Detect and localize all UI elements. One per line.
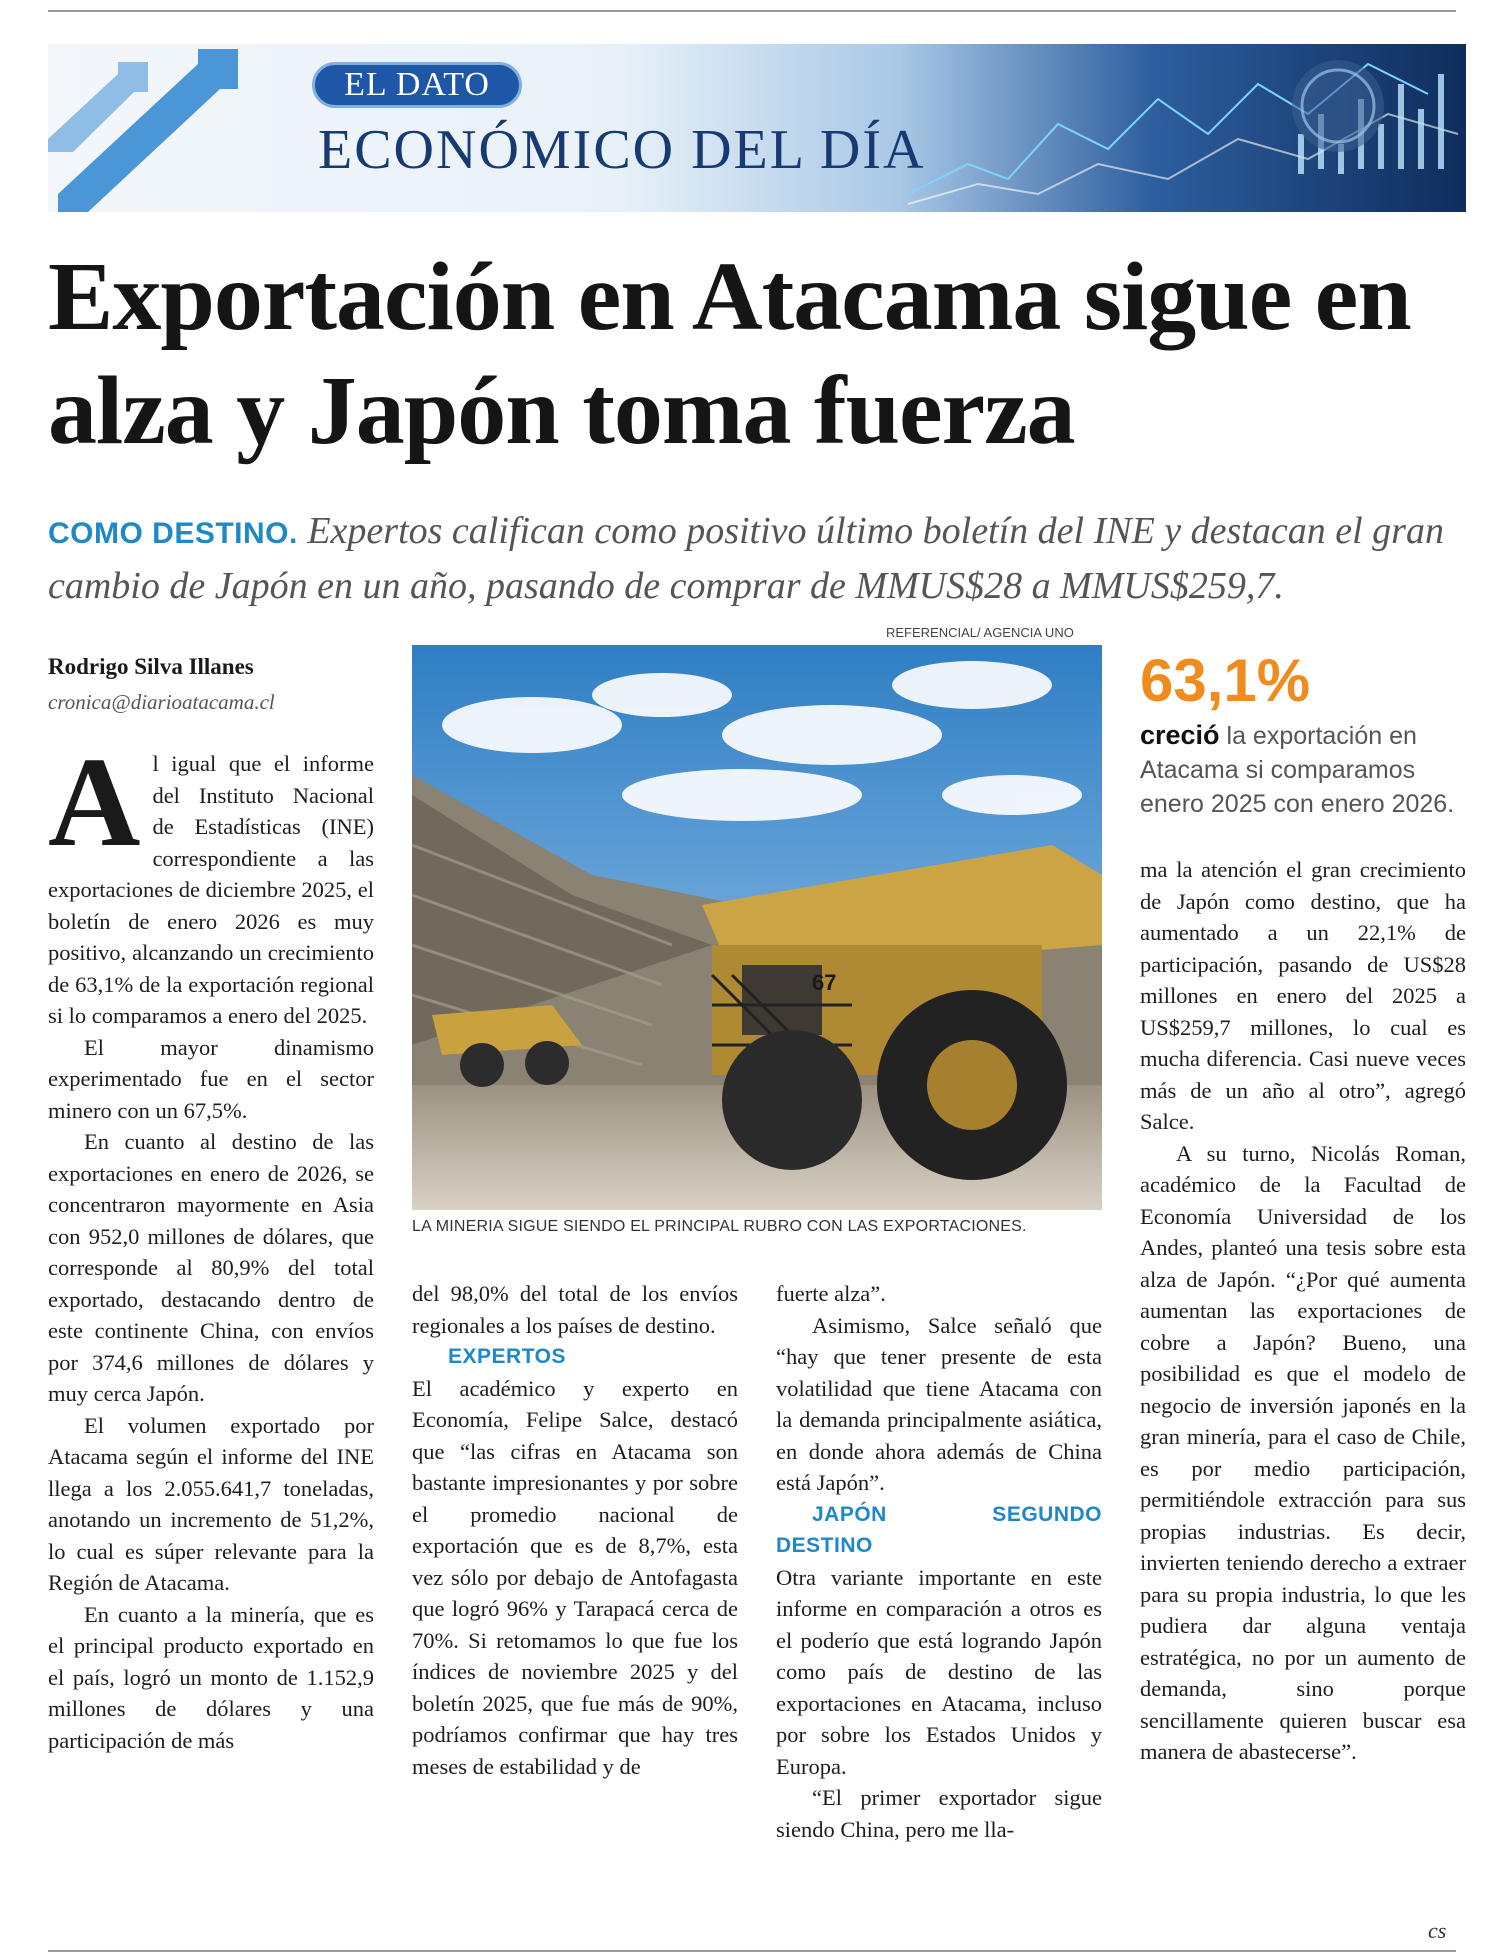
body-paragraph: ma la atención el gran crecimiento de Japón como destino, que ha aumentado a un 22,1% de participación, pasando de US$28 millones en enero del 2025 a US$259,7 millones, lo cual es mucha diferencia. Casi nueve veces más de un año al otro”, agregó Salce. [1140, 857, 1466, 1134]
body-paragraph: Asimismo, Salce señaló que “hay que tener presente de esta volatilidad que tiene Atacama con la demanda principalmente asiática, en donde ahora además de China está Japón”. [776, 1312, 1102, 1495]
body-paragraph: En cuanto a la minería, que es el principal producto exportado en el país, logró un monto de 1.152,9 millones de dólares y una participación de más [48, 1601, 374, 1753]
subhead-expertos: EXPERTOS [448, 1345, 566, 1368]
mining-truck-photo [412, 645, 1102, 1210]
body-column-3 [776, 1278, 1102, 1845]
photo-credit: REFERENCIAL/ AGENCIA UNO [886, 625, 1074, 640]
section-title: ECONÓMICO DEL DÍA [318, 119, 926, 181]
author-signoff: cs [1428, 1918, 1447, 1943]
headline: Exportación en Atacama sigue en alza y Japón toma fuerza [48, 243, 1411, 465]
body-column-2 [412, 1278, 738, 1782]
top-rule [48, 10, 1456, 12]
stat-value: 63,1% [1140, 647, 1311, 714]
body-paragraph: Otra variante importante en este informe en comparación a otros es el poderío que está logrando Japón como país de destino de las exportaciones en Atacama, incluso por sobre los Estados Unidos y Europa. [776, 1564, 1102, 1779]
body-paragraph: “El primer exportador sigue siendo China, pero me lla- [776, 1785, 1102, 1842]
dropcap: A [48, 731, 141, 873]
growth-arrows-icon [48, 49, 238, 212]
deck-text: Expertos califican como positivo último boletín del INE y destacan el gran cambio de Japón en un año, pasando de comprar de MMUS$28 a MMUS$259,7. [48, 510, 1444, 607]
large-truck-icon [702, 845, 1102, 1180]
body-column-1 [48, 731, 374, 1756]
body-paragraph: El académico y experto en Economía, Felipe Salce, destacó que “las cifras en Atacama son bastante impresionantes y por sobre el promedio nacional de exportación que es de 8,7%, esta vez sólo por debajo de Antofagasta que logró 96% y Tarapacá cerca de 70%. Si retomamos lo que fue los índices de noviembre 2025 y del boletín 2025, que fue más de 90%, podríamos confirmar que hay tres meses de estabilidad y de [412, 1375, 738, 1779]
truck-number: 67 [812, 970, 837, 995]
subhead-japon: JAPÓN SEGUNDO DESTINO [776, 1502, 1102, 1557]
body-paragraph: Al igual que el informe del Instituto Nacional de Estadísticas (INE) correspondiente a las exportaciones de diciembre 2025, el boletín de enero 2026 es muy positivo, alcanzando un crecimiento de 63,1% de la exportación regional si lo comparamos a enero del 2025. [48, 731, 374, 1028]
body-paragraph: A su turno, Nicolás Roman, académico de la Facultad de Economía Universidad de los Andes, planteó una tesis sobre esta alza de Japón. “¿Por qué aumenta aumentan las exportaciones de cobre a Japón? Bueno, una posibilidad es que el modelo de negocio de inversión japonés en la gran minería, para el caso de Chile, es por medio participación, permitiéndole extracción para sus propias industrias. Es decir, invierten teniendo derecho a extraer para su propia industria, lo que les pudiera dar alguna ventaja estratégica, no por un aumento de demanda, sino porque sencillamente quieren buscar esa manera de abastecerse”. [1140, 1140, 1466, 1764]
body-paragraph: El volumen exportado por Atacama según el informe del INE llega a los 2.055.641,7 toneladas, anotando un incremento de 51,2%, lo cual es súper relevante para la Región de Atacama. [48, 1412, 374, 1595]
body-paragraph: El mayor dinamismo experimentado fue en el sector minero con un 67,5%. [48, 1034, 374, 1123]
coin-icon [1292, 60, 1384, 152]
author-name: Rodrigo Silva Illanes [48, 654, 254, 679]
deck-kicker: COMO DESTINO. [48, 517, 298, 550]
section-banner [48, 44, 1466, 212]
body-paragraph: fuerte alza”. [776, 1281, 886, 1306]
photo-caption: LA MINERIA SIGUE SIENDO EL PRINCIPAL RUBRO CON LAS EXPORTACIONES. [412, 1218, 1027, 1235]
body-column-4 [1140, 854, 1466, 1768]
stat-description: creció la exportación en Atacama si comparamos enero 2025 con enero 2026. [1140, 720, 1455, 818]
body-paragraph: del 98,0% del total de los envíos regionales a los países de destino. [412, 1281, 738, 1338]
stat-strong-word: creció [1140, 720, 1220, 750]
author-email: cronica@diarioatacama.cl [48, 690, 275, 714]
deck [48, 505, 1468, 612]
section-label-pill: EL DATO [312, 62, 522, 108]
body-paragraph: En cuanto al destino de las exportaciones en enero de 2026, se concentraron mayormente en Asia con 952,0 millones de dólares, que corresponde al 80,9% del total exportado, destacando dentro de este continente China, con envíos por 374,6 millones de dólares y muy cerca Japón. [48, 1129, 374, 1406]
bottom-rule [48, 1950, 1456, 1952]
mining-truck-illustration [412, 645, 1102, 1210]
